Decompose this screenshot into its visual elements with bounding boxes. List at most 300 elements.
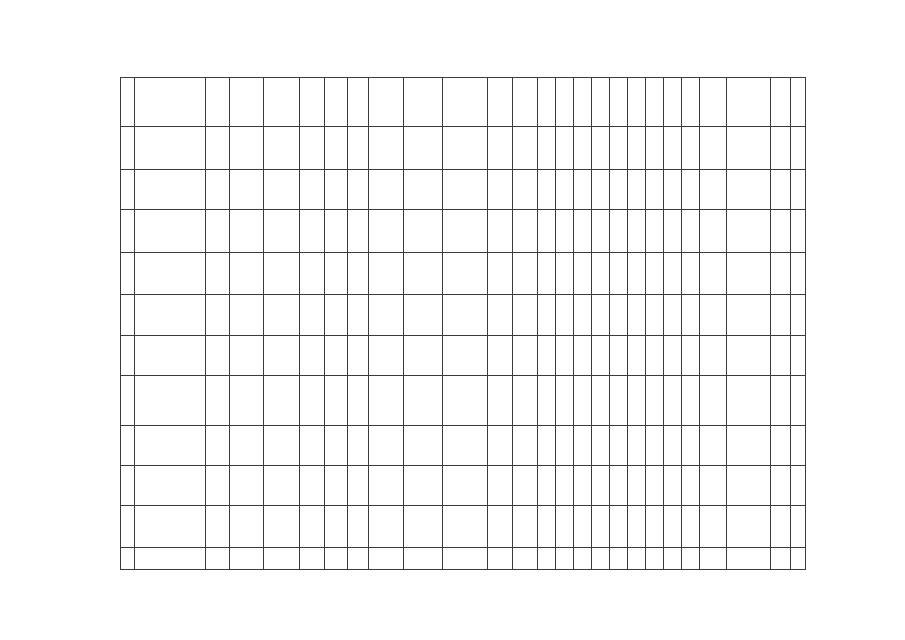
table-cell [443,506,488,548]
table-cell [682,170,700,210]
table-cell [121,127,135,170]
table-cell [443,548,488,570]
table-cell [404,210,443,253]
table-cell [682,506,700,548]
table-cell [791,170,806,210]
table-cell [700,336,727,376]
table-cell [664,466,682,506]
table-cell [771,295,791,336]
table-cell [556,548,574,570]
table-cell [264,548,300,570]
table-cell [488,376,513,426]
table-cell [404,336,443,376]
table-cell [664,295,682,336]
table-cell [264,506,300,548]
table-cell [348,78,369,127]
table-cell [556,426,574,466]
table-cell [574,506,592,548]
table-cell [700,426,727,466]
table-cell [121,548,135,570]
table-row [121,127,806,170]
table-row [121,426,806,466]
table-cell [404,295,443,336]
table-cell [538,426,556,466]
table-cell [325,170,348,210]
table-cell [538,127,556,170]
table-cell [592,253,610,295]
table-cell [404,426,443,466]
table-cell [646,336,664,376]
table-cell [538,78,556,127]
table-cell [230,78,264,127]
table-cell [264,295,300,336]
table-cell [538,506,556,548]
table-cell [682,253,700,295]
table-cell [206,295,230,336]
table-cell [206,376,230,426]
table-cell [348,506,369,548]
table-cell [538,336,556,376]
table-cell [574,210,592,253]
table-cell [325,466,348,506]
table-cell [300,295,325,336]
table-cell [556,253,574,295]
table-cell [771,506,791,548]
table-cell [682,466,700,506]
table-cell [791,78,806,127]
table-cell [300,78,325,127]
table-cell [628,295,646,336]
table-cell [574,336,592,376]
table-cell [513,170,538,210]
table-cell [791,210,806,253]
table-cell [682,210,700,253]
table-cell [369,548,404,570]
table-cell [121,170,135,210]
table-cell [135,127,206,170]
table-cell [513,295,538,336]
table-cell [574,426,592,466]
table-cell [348,466,369,506]
table-cell [369,127,404,170]
table-cell [206,426,230,466]
table-cell [300,336,325,376]
table-cell [348,210,369,253]
table-cell [538,295,556,336]
table-cell [488,336,513,376]
table-cell [556,336,574,376]
table-cell [348,376,369,426]
table-cell [592,426,610,466]
table-cell [646,426,664,466]
table-cell [628,426,646,466]
table-cell [300,466,325,506]
table-cell [791,376,806,426]
table-cell [574,466,592,506]
table-cell [135,426,206,466]
table-cell [556,210,574,253]
table-row [121,78,806,127]
table-cell [513,426,538,466]
table-row [121,466,806,506]
table-cell [791,295,806,336]
table-cell [325,253,348,295]
table-cell [404,466,443,506]
table-cell [556,506,574,548]
table-cell [404,78,443,127]
table-cell [574,295,592,336]
table-cell [369,170,404,210]
table-cell [206,506,230,548]
table-cell [404,170,443,210]
table-cell [488,210,513,253]
table-cell [230,426,264,466]
table-cell [771,253,791,295]
table-cell [488,295,513,336]
table-cell [369,466,404,506]
table-cell [556,295,574,336]
table-cell [610,466,628,506]
table-cell [664,548,682,570]
table-cell [610,426,628,466]
table-cell [592,295,610,336]
table-cell [135,295,206,336]
table-cell [556,170,574,210]
table-cell [771,466,791,506]
table-cell [488,506,513,548]
table-cell [556,376,574,426]
data-table [120,77,806,570]
table-cell [592,336,610,376]
table-cell [610,376,628,426]
table-cell [646,78,664,127]
table-cell [230,127,264,170]
table-cell [700,376,727,426]
table-row [121,336,806,376]
table-cell [592,376,610,426]
table-cell [727,426,771,466]
table-cell [488,78,513,127]
table-cell [538,170,556,210]
table-cell [300,253,325,295]
table-cell [538,253,556,295]
table-cell [488,466,513,506]
table-cell [264,466,300,506]
table-cell [646,210,664,253]
table-cell [628,336,646,376]
table-cell [727,253,771,295]
table-cell [610,170,628,210]
table-cell [646,253,664,295]
table-cell [121,78,135,127]
table-row [121,548,806,570]
table-cell [513,376,538,426]
table-cell [700,295,727,336]
table-cell [404,506,443,548]
table-cell [682,295,700,336]
table-cell [369,253,404,295]
table-cell [727,336,771,376]
table-cell [443,466,488,506]
table-cell [264,210,300,253]
table-cell [682,78,700,127]
table-cell [664,210,682,253]
table-cell [513,506,538,548]
table-cell [513,78,538,127]
table-cell [135,376,206,426]
table-cell [300,548,325,570]
table-cell [404,548,443,570]
table-cell [121,426,135,466]
table-cell [592,210,610,253]
table-cell [264,426,300,466]
table-cell [230,336,264,376]
table-cell [230,506,264,548]
table-cell [538,210,556,253]
table-cell [369,506,404,548]
table-cell [264,253,300,295]
table-cell [325,295,348,336]
table-cell [135,506,206,548]
table-cell [369,426,404,466]
table-cell [206,127,230,170]
table-cell [121,295,135,336]
table-cell [206,548,230,570]
table-cell [700,506,727,548]
table-cell [230,295,264,336]
table-cell [443,78,488,127]
table-cell [135,336,206,376]
table-cell [771,170,791,210]
table-cell [443,210,488,253]
table-cell [628,78,646,127]
table-cell [325,78,348,127]
table-cell [538,466,556,506]
table-cell [610,548,628,570]
table-cell [264,376,300,426]
table-cell [574,548,592,570]
table-cell [700,127,727,170]
table-cell [700,170,727,210]
table-cell [230,466,264,506]
table-cell [325,376,348,426]
table-cell [135,170,206,210]
table-cell [664,127,682,170]
table-cell [628,210,646,253]
table-cell [592,506,610,548]
table-row [121,506,806,548]
table-cell [300,210,325,253]
table-cell [513,210,538,253]
table-cell [121,253,135,295]
table-cell [488,548,513,570]
table-cell [610,506,628,548]
table-cell [771,78,791,127]
table-cell [206,170,230,210]
table-cell [300,376,325,426]
table-row [121,210,806,253]
table-cell [646,127,664,170]
table-cell [513,336,538,376]
table-cell [574,170,592,210]
table-cell [206,210,230,253]
table-cell [727,376,771,426]
table-cell [369,295,404,336]
table-cell [443,426,488,466]
table-cell [513,466,538,506]
table-cell [771,336,791,376]
table-cell [628,506,646,548]
table-cell [488,253,513,295]
table-cell [610,295,628,336]
table-cell [264,336,300,376]
table-cell [135,548,206,570]
table-cell [771,127,791,170]
table-cell [404,127,443,170]
table-cell [791,426,806,466]
table-cell [574,78,592,127]
table-cell [771,376,791,426]
table-cell [404,253,443,295]
table-cell [727,506,771,548]
table-cell [574,127,592,170]
table-cell [135,78,206,127]
table-cell [700,210,727,253]
table-cell [682,127,700,170]
table-cell [121,210,135,253]
table-cell [325,506,348,548]
table-cell [646,548,664,570]
table-cell [646,295,664,336]
table-cell [325,127,348,170]
table-cell [369,376,404,426]
table-cell [592,78,610,127]
table-cell [264,170,300,210]
table-cell [121,336,135,376]
table-row [121,295,806,336]
table-cell [538,548,556,570]
table-cell [230,376,264,426]
table-cell [513,127,538,170]
table-cell [700,253,727,295]
table-cell [791,336,806,376]
table-cell [664,78,682,127]
table-cell [791,253,806,295]
table-cell [682,548,700,570]
table-cell [791,466,806,506]
table-cell [682,426,700,466]
table-cell [488,426,513,466]
table-cell [348,127,369,170]
table-cell [300,170,325,210]
table-cell [727,127,771,170]
table-cell [513,548,538,570]
table-cell [610,253,628,295]
table-cell [556,466,574,506]
table-cell [664,253,682,295]
table-cell [556,127,574,170]
table-row [121,170,806,210]
table-cell [646,170,664,210]
table-cell [369,336,404,376]
table-cell [664,376,682,426]
table-cell [727,78,771,127]
table-cell [727,295,771,336]
table-row [121,253,806,295]
table-cell [443,336,488,376]
table-cell [628,253,646,295]
table-cell [121,466,135,506]
table-cell [264,78,300,127]
table-cell [513,253,538,295]
table-cell [135,466,206,506]
table-cell [300,426,325,466]
table-cell [300,127,325,170]
table-cell [610,78,628,127]
table-cell [325,426,348,466]
table-cell [348,295,369,336]
table-cell [121,376,135,426]
table-cell [771,548,791,570]
table-cell [135,253,206,295]
table-cell [610,127,628,170]
table-cell [592,127,610,170]
table-cell [664,336,682,376]
table-cell [135,210,206,253]
table-cell [628,376,646,426]
table-cell [610,210,628,253]
table-cell [727,210,771,253]
table-cell [574,376,592,426]
table-cell [628,127,646,170]
table-cell [682,336,700,376]
table-cell [325,210,348,253]
table-cell [300,506,325,548]
table-cell [646,466,664,506]
table-cell [443,170,488,210]
table-cell [488,170,513,210]
table-cell [791,127,806,170]
table-cell [443,253,488,295]
table-cell [206,336,230,376]
table-cell [682,376,700,426]
table-cell [700,466,727,506]
table-cell [727,466,771,506]
table-row [121,376,806,426]
table-cell [325,336,348,376]
table-cell [592,466,610,506]
table-cell [206,78,230,127]
table-cell [628,548,646,570]
table-cell [206,466,230,506]
table-cell [538,376,556,426]
table-cell [206,253,230,295]
table-cell [488,127,513,170]
table-cell [369,78,404,127]
table-cell [556,78,574,127]
table-cell [791,506,806,548]
table-cell [404,376,443,426]
table-cell [727,548,771,570]
table-cell [348,426,369,466]
table-cell [230,548,264,570]
table-cell [646,506,664,548]
table-cell [646,376,664,426]
table-cell [592,170,610,210]
table-cell [348,336,369,376]
table-cell [700,548,727,570]
table-cell [592,548,610,570]
